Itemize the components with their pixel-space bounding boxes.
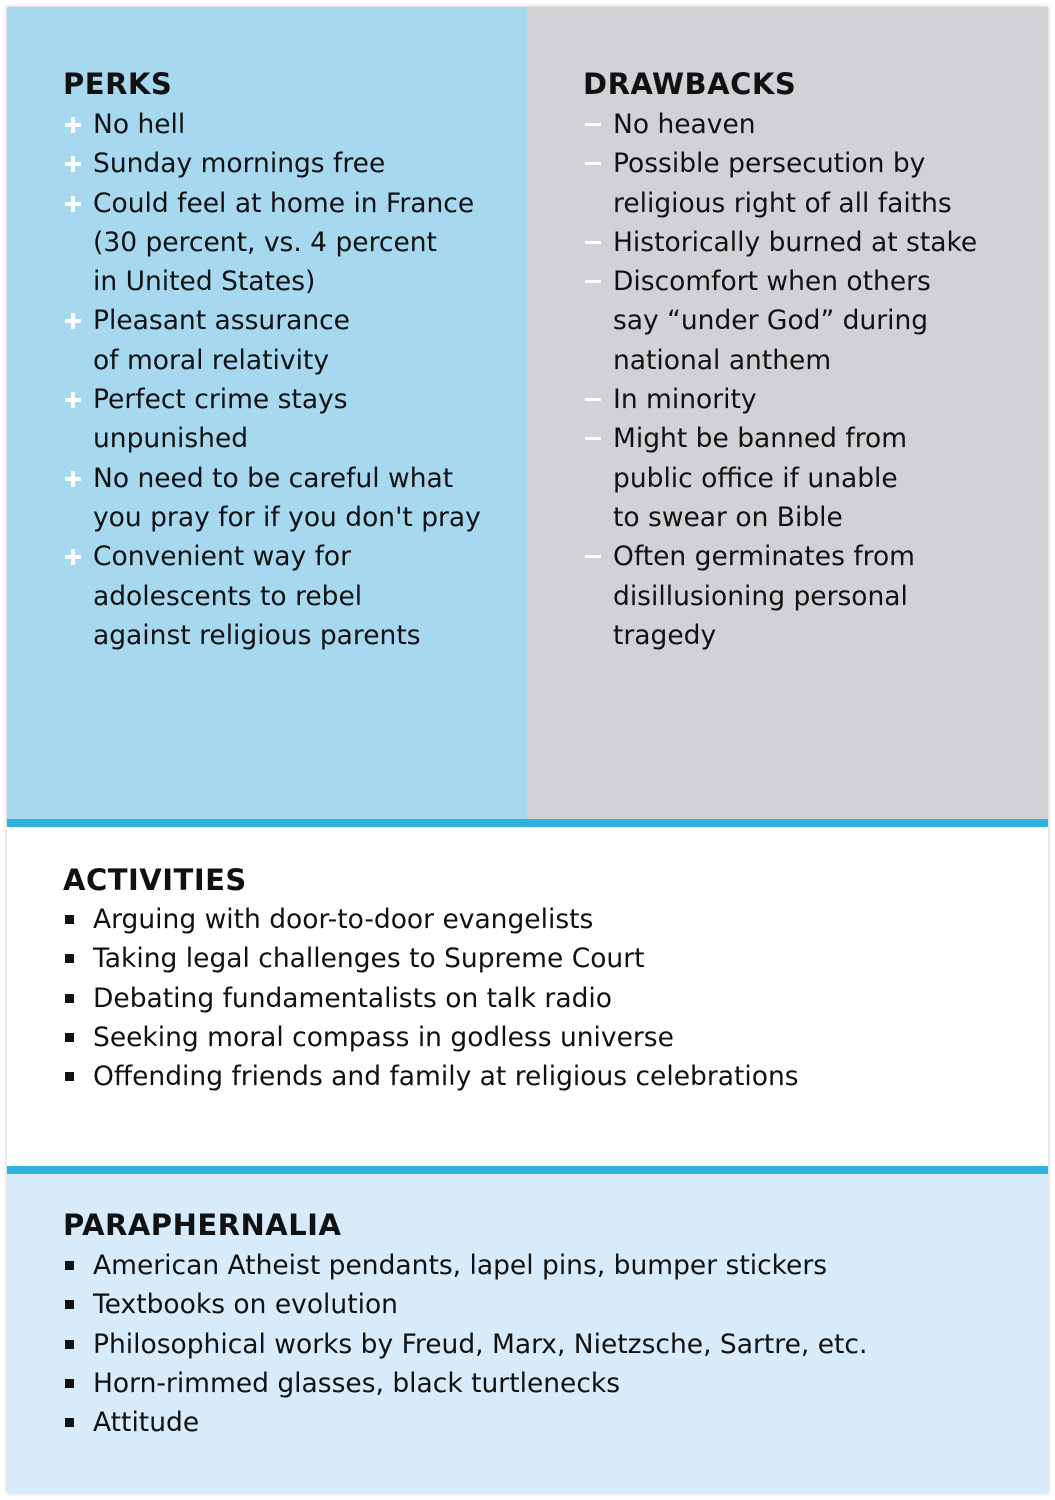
minus-icon — [583, 419, 605, 458]
square-bullet-icon — [63, 1403, 85, 1442]
perks-item-text: against religious parents — [93, 619, 421, 651]
paraphernalia-item-text: Textbooks on evolution — [93, 1289, 398, 1321]
perks-item-text: unpunished — [93, 423, 249, 455]
paraphernalia-item-text: Attitude — [93, 1407, 200, 1439]
drawbacks-item-text: Often germinates from — [613, 541, 915, 573]
activities-item — [63, 1057, 799, 1096]
perks-item — [63, 380, 481, 459]
plus-icon — [63, 380, 85, 419]
drawbacks-item — [583, 537, 977, 655]
perks-item-text: Pleasant assurance — [93, 305, 350, 337]
perks-item-text: Perfect crime stays — [93, 384, 348, 416]
drawbacks-item-text: tragedy — [613, 619, 717, 651]
perks-item — [63, 537, 481, 655]
perks-item — [63, 105, 481, 144]
profile-card — [7, 7, 1048, 1493]
perks-item — [63, 301, 481, 380]
drawbacks-item-text: to swear on Bible — [613, 501, 843, 533]
section-divider — [7, 819, 1048, 827]
perks-item-text: Could feel at home in France — [93, 187, 475, 219]
plus-icon — [63, 537, 85, 576]
square-bullet-icon — [63, 1057, 85, 1096]
activities-section — [7, 827, 1048, 1166]
activities-heading: ACTIVITIES — [63, 863, 247, 897]
perks-item-text: Sunday mornings free — [93, 148, 386, 180]
activities-list — [63, 900, 799, 1096]
perks-item-text: adolescents to rebel — [93, 580, 363, 612]
paraphernalia-item — [63, 1364, 867, 1403]
drawbacks-item-text: national anthem — [613, 344, 832, 376]
activities-item — [63, 900, 799, 939]
plus-icon — [63, 144, 85, 183]
drawbacks-item-text: Historically burned at stake — [613, 226, 978, 258]
activities-item-text: Debating fundamentalists on talk radio — [93, 982, 612, 1014]
square-bullet-icon — [63, 1325, 85, 1364]
perks-item — [63, 144, 481, 183]
plus-icon — [63, 459, 85, 498]
perks-list — [63, 105, 481, 655]
drawbacks-item-text: Discomfort when others — [613, 266, 931, 298]
drawbacks-item — [583, 105, 977, 144]
drawbacks-item — [583, 144, 977, 223]
square-bullet-icon — [63, 1018, 85, 1057]
perks-heading: PERKS — [63, 67, 173, 101]
paraphernalia-list — [63, 1246, 867, 1442]
drawbacks-item — [583, 380, 977, 419]
minus-icon — [583, 223, 605, 262]
drawbacks-item — [583, 262, 977, 380]
drawbacks-section — [527, 7, 1048, 819]
activities-item — [63, 979, 799, 1018]
plus-icon — [63, 184, 85, 223]
square-bullet-icon — [63, 1364, 85, 1403]
square-bullet-icon — [63, 1285, 85, 1324]
activities-item-text: Seeking moral compass in godless universe — [93, 1021, 674, 1053]
perks-item — [63, 184, 481, 302]
drawbacks-heading: DRAWBACKS — [583, 67, 797, 101]
drawbacks-item — [583, 419, 977, 537]
minus-icon — [583, 262, 605, 301]
paraphernalia-item-text: American Atheist pendants, lapel pins, bumper stickers — [93, 1250, 828, 1281]
section-divider — [7, 1166, 1048, 1174]
perks-item-text: No hell — [93, 109, 186, 140]
square-bullet-icon — [63, 979, 85, 1018]
drawbacks-item-text: In minority — [613, 384, 757, 416]
minus-icon — [583, 105, 605, 144]
perks-item-text: of moral relativity — [93, 344, 330, 376]
drawbacks-item-text: No heaven — [613, 109, 756, 140]
plus-icon — [63, 105, 85, 144]
square-bullet-icon — [63, 1246, 85, 1285]
perks-item — [63, 459, 481, 538]
drawbacks-item-text: Might be banned from — [613, 423, 908, 455]
drawbacks-item-text: disillusioning personal — [613, 580, 908, 612]
activities-item — [63, 939, 799, 978]
perks-item-text: you pray for if you don't pray — [93, 501, 481, 533]
drawbacks-item-text: religious right of all faiths — [613, 187, 952, 219]
perks-item-text: No need to be careful what — [93, 462, 454, 494]
perks-item-text: in United States) — [93, 266, 316, 298]
paraphernalia-section — [7, 1174, 1048, 1493]
paraphernalia-item-text: Horn-rimmed glasses, black turtlenecks — [93, 1367, 621, 1399]
perks-item-text: (30 percent, vs. 4 percent — [93, 226, 437, 258]
paraphernalia-item — [63, 1285, 867, 1324]
paraphernalia-item — [63, 1403, 867, 1442]
activities-item-text: Arguing with door-to-door evangelists — [93, 904, 594, 935]
paraphernalia-item — [63, 1246, 867, 1285]
activities-item-text: Taking legal challenges to Supreme Court — [93, 943, 645, 975]
perks-section — [7, 7, 527, 819]
drawbacks-item-text: Possible persecution by — [613, 148, 926, 180]
paraphernalia-item-text: Philosophical works by Freud, Marx, Nietzsche, Sartre, etc. — [93, 1328, 868, 1360]
activities-item-text: Offending friends and family at religious celebrations — [93, 1061, 799, 1093]
paraphernalia-item — [63, 1325, 867, 1364]
drawbacks-list — [583, 105, 977, 655]
perks-item-text: Convenient way for — [93, 541, 352, 573]
pros-cons-row — [7, 7, 1048, 819]
minus-icon — [583, 537, 605, 576]
minus-icon — [583, 144, 605, 183]
drawbacks-item-text: say “under God” during — [613, 305, 929, 337]
drawbacks-item — [583, 223, 977, 262]
square-bullet-icon — [63, 939, 85, 978]
drawbacks-item-text: public office if unable — [613, 462, 898, 494]
plus-icon — [63, 301, 85, 340]
square-bullet-icon — [63, 900, 85, 939]
activities-item — [63, 1018, 799, 1057]
paraphernalia-heading: PARAPHERNALIA — [63, 1208, 342, 1242]
minus-icon — [583, 380, 605, 419]
